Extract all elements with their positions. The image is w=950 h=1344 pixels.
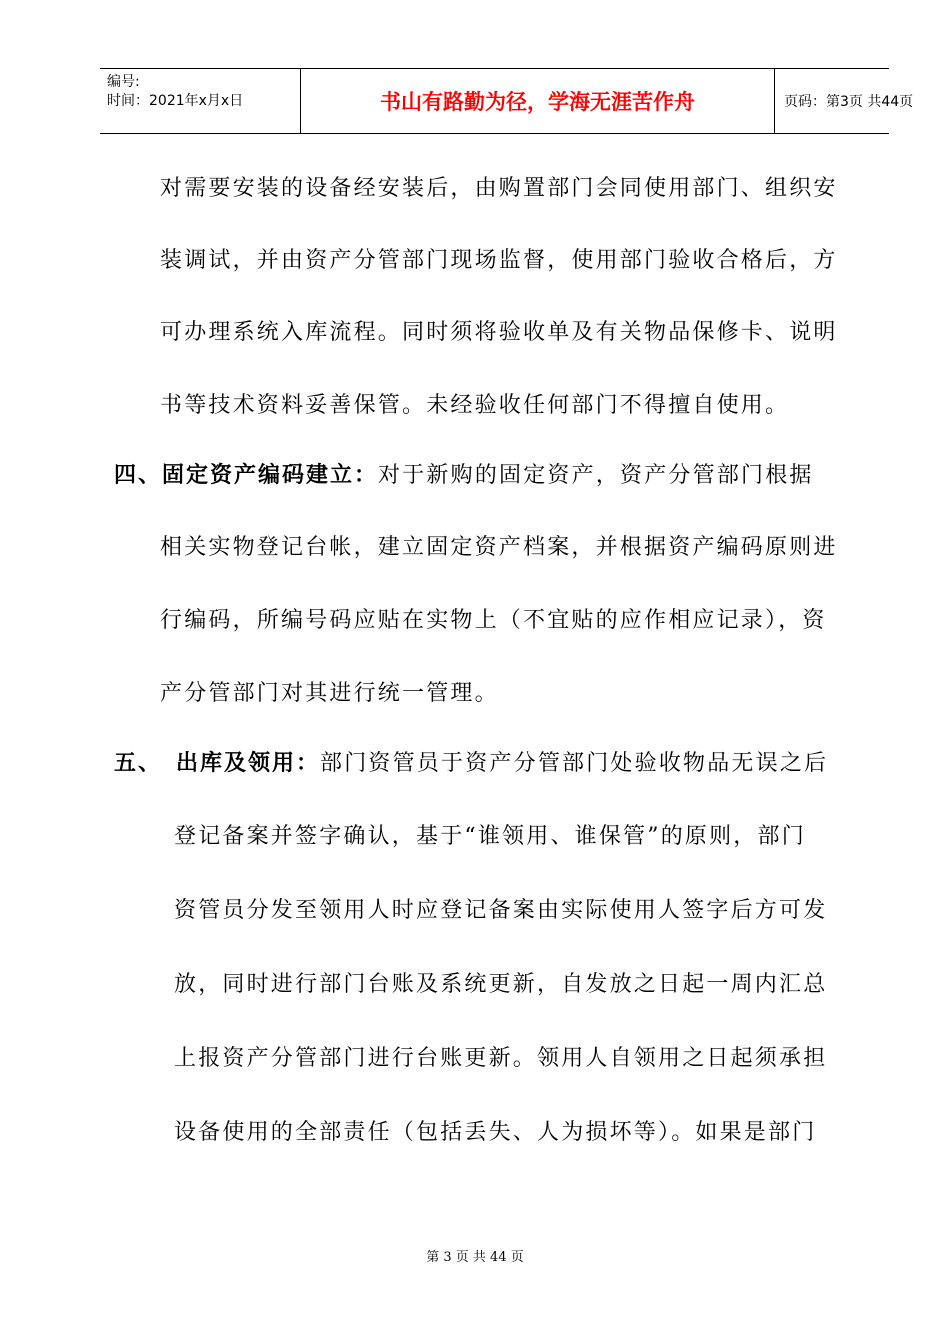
- header-time-label: 时间：2021年x月x日: [107, 93, 244, 109]
- section4-line: 产分管部门对其进行统一管理。: [160, 681, 499, 706]
- header-meta: [100, 69, 300, 133]
- section5-line: 资管员分发至领用人时应登记备案由实际使用人签字后方可发: [174, 898, 828, 923]
- section5-first-text: 部门资管员于资产分管部门处验收物品无误之后: [320, 751, 829, 776]
- body-line: 可办理系统入库流程。同时须将验收单及有关物品保修卡、说明: [160, 320, 838, 345]
- section5-line: 上报资产分管部门进行台账更新。领用人自领用之日起须承担: [174, 1046, 828, 1071]
- body-line: 对需要安装的设备经安装后，由购置部门会同使用部门、组织安: [160, 176, 838, 201]
- section4-first-line: [114, 460, 814, 491]
- section5-first-line: [114, 748, 828, 779]
- document-header: [100, 68, 914, 134]
- section4-line: 行编码，所编号码应贴在实物上（不宜贴的应作相应记录），资: [160, 608, 827, 633]
- header-page-info: 页码：第3页 共44页: [784, 94, 914, 110]
- section4-heading: 四、固定资产编码建立：: [114, 462, 379, 488]
- section4-first-text: 对于新购的固定资产，资产分管部门根据: [378, 463, 814, 488]
- section4-line: 相关实物登记台帐，建立固定资产档案，并根据资产编码原则进: [160, 535, 838, 560]
- section5-line: 放，同时进行部门台账及系统更新，自发放之日起一周内汇总: [174, 972, 828, 997]
- header-motto: 书山有路勤为径，学海无涯苦作舟: [300, 69, 775, 133]
- section5-number: 五、: [114, 750, 163, 776]
- body-line: 书等技术资料妥善保管。未经验收任何部门不得擅自使用。: [160, 393, 790, 418]
- page-footer: 第 3 页 共 44 页: [426, 1250, 524, 1265]
- section5-line: 设备使用的全部责任（包括丢失、人为损坏等）。如果是部门: [174, 1120, 817, 1145]
- section5-line: 登记备案并签字确认，基于“谁领用、谁保管”的原则，部门: [174, 824, 806, 849]
- section5-heading: 出库及领用：: [176, 750, 321, 776]
- header-number-label: 编号:: [107, 74, 140, 90]
- body-line: 装调试，并由资产分管部门现场监督，使用部门验收合格后，方: [160, 248, 838, 273]
